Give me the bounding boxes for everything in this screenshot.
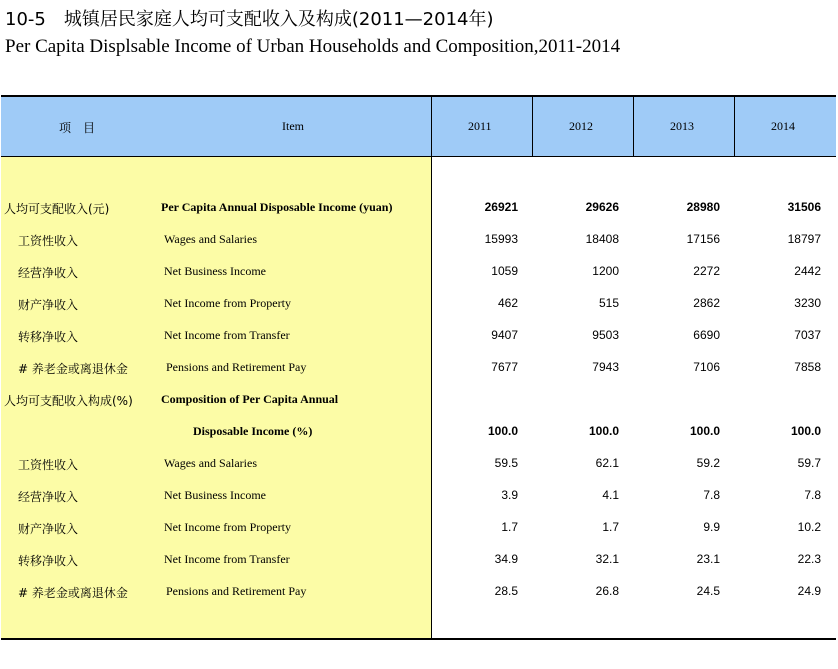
row-label-cn: 工资性收入 <box>18 234 79 248</box>
cell-value-2011: 28.5 <box>494 584 518 598</box>
row-label-en: Net Business Income <box>164 488 266 502</box>
cell-value-2011: 1059 <box>491 264 518 278</box>
cell-value-2012: 1.7 <box>602 520 619 534</box>
cell-value-2013: 59.2 <box>696 456 720 470</box>
row-label-cn: 财产净收入 <box>18 522 79 536</box>
cell-value-2011: 100.0 <box>487 424 518 438</box>
cell-value-2011: 462 <box>497 296 518 310</box>
header-year-2013 <box>634 97 735 157</box>
cell-value-2014: 7037 <box>794 328 821 342</box>
income-table <box>1 95 836 640</box>
cell-value-2011: 59.5 <box>494 456 518 470</box>
header-year-2014 <box>735 97 836 157</box>
row-label-cn: 经营净收入 <box>18 266 79 280</box>
cell-value-2013: 23.1 <box>696 552 720 566</box>
row-label-en: Wages and Salaries <box>164 456 257 470</box>
cell-value-2013: 9.9 <box>703 520 720 534</box>
cell-value-2013: 24.5 <box>696 584 720 598</box>
row-label-en: Wages and Salaries <box>164 232 257 246</box>
cell-value-2012: 26.8 <box>595 584 619 598</box>
cell-value-2014: 3230 <box>794 296 821 310</box>
cell-value-2011: 9407 <box>491 328 518 342</box>
header-item-en: Item <box>282 119 304 133</box>
cell-value-2014: 7.8 <box>804 488 821 502</box>
row-label-en: Net Income from Property <box>164 296 291 310</box>
header-item-cn: 项 目 <box>59 121 96 135</box>
cell-value-2013: 6690 <box>693 328 720 342</box>
cell-value-2014: 7858 <box>794 360 821 374</box>
page-title-en: Per Capita Displsable Income of Urban Households and Composition,2011-2014 <box>5 36 621 57</box>
cell-value-2013: 28980 <box>686 200 720 214</box>
row-label-en: Pensions and Retirement Pay <box>166 584 307 598</box>
row-label-cn: 人均可支配收入(元) <box>4 202 110 216</box>
row-label-cn: 财产净收入 <box>18 298 79 312</box>
row-label-cn: 经营净收入 <box>18 490 79 504</box>
header-year-2012 <box>533 97 634 157</box>
row-label-cn: 转移净收入 <box>18 554 79 568</box>
cell-value-2012: 32.1 <box>595 552 619 566</box>
row-label-en: Pensions and Retirement Pay <box>166 360 307 374</box>
cell-value-2014: 24.9 <box>797 584 821 598</box>
cell-value-2013: 100.0 <box>689 424 720 438</box>
row-label-en: Per Capita Annual Disposable Income (yuan) <box>161 200 393 214</box>
row-label-en: Net Income from Transfer <box>164 552 290 566</box>
header-year-label: 2013 <box>670 119 694 133</box>
cell-value-2011: 34.9 <box>494 552 518 566</box>
row-label-en: Composition of Per Capita Annual <box>161 392 339 406</box>
cell-value-2012: 9503 <box>592 328 619 342</box>
cell-value-2011: 15993 <box>484 232 518 246</box>
cell-value-2012: 18408 <box>585 232 619 246</box>
cell-value-2013: 7106 <box>693 360 720 374</box>
cell-value-2014: 100.0 <box>790 424 821 438</box>
cell-value-2011: 26921 <box>484 200 518 214</box>
row-label-cn: 工资性收入 <box>18 458 79 472</box>
cell-value-2013: 17156 <box>686 232 720 246</box>
cell-value-2012: 29626 <box>585 200 619 214</box>
page-title-cn: 10-5 城镇居民家庭人均可支配收入及构成(2011—2014年) <box>5 9 494 30</box>
cell-value-2012: 515 <box>598 296 619 310</box>
row-label-en: Net Business Income <box>164 264 266 278</box>
cell-value-2014: 10.2 <box>797 520 821 534</box>
cell-value-2014: 18797 <box>787 232 821 246</box>
header-year-label: 2011 <box>468 119 492 133</box>
cell-value-2012: 4.1 <box>602 488 619 502</box>
cell-value-2014: 2442 <box>794 264 821 278</box>
header-year-label: 2012 <box>569 119 593 133</box>
cell-value-2014: 22.3 <box>797 552 821 566</box>
row-label-cn: 转移净收入 <box>18 330 79 344</box>
cell-value-2012: 7943 <box>592 360 619 374</box>
cell-value-2014: 59.7 <box>797 456 821 470</box>
row-label-cn: # 养老金或离退休金 <box>18 586 128 600</box>
cell-value-2011: 7677 <box>491 360 518 374</box>
header-item-cell <box>1 97 432 157</box>
cell-value-2012: 1200 <box>592 264 619 278</box>
cell-value-2011: 1.7 <box>501 520 518 534</box>
cell-value-2013: 2862 <box>693 296 720 310</box>
row-label-en: Disposable Income (%) <box>193 424 313 438</box>
cell-value-2012: 62.1 <box>595 456 619 470</box>
row-label-en: Net Income from Property <box>164 520 291 534</box>
row-label-cn: 人均可支配收入构成(%) <box>4 394 133 408</box>
cell-value-2012: 100.0 <box>588 424 619 438</box>
header-year-2011 <box>432 97 533 157</box>
cell-value-2014: 31506 <box>787 200 821 214</box>
row-label-en: Net Income from Transfer <box>164 328 290 342</box>
cell-value-2013: 7.8 <box>703 488 720 502</box>
row-label-cn: # 养老金或离退休金 <box>18 362 128 376</box>
header-year-label: 2014 <box>771 119 795 133</box>
cell-value-2011: 3.9 <box>501 488 518 502</box>
cell-value-2013: 2272 <box>693 264 720 278</box>
